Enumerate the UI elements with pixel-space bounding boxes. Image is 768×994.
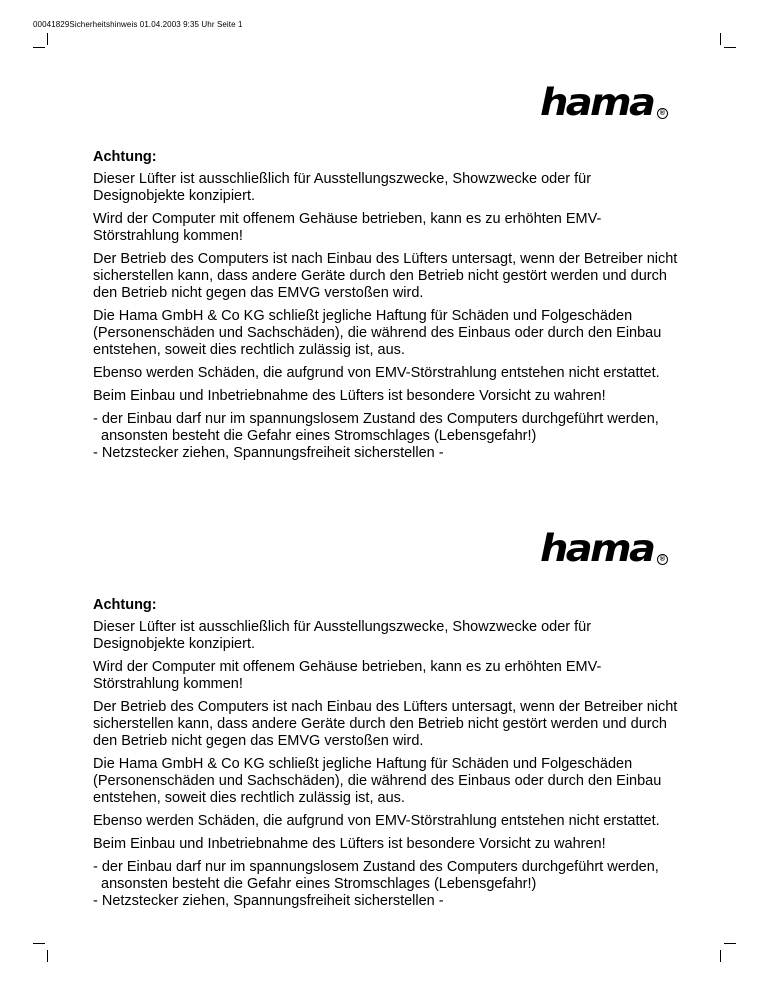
instruction-line: - der Einbau darf nur im spannungslosem Zustand des Computers durchgeführt werden, xyxy=(93,859,659,875)
print-slug: 00041829Sicherheitshinweis 01.04.2003 9:35 Uhr Seite 1 xyxy=(33,20,243,29)
notice-paragraph: Der Betrieb des Computers ist nach Einbau des Lüfters untersagt, wenn der Betreiber nicht sicherstellen kann, dass andere Geräte durch den Betrieb nicht gestört werden und durch den Betrieb nicht gegen das EMVG verstoßen wird. xyxy=(93,699,678,749)
notice-paragraph: Wird der Computer mit offenem Gehäuse betrieben, kann es zu erhöhten EMV-Störstrahlung kommen! xyxy=(93,659,602,692)
notice-paragraph: Dieser Lüfter ist ausschließlich für Ausstellungszwecke, Showzwecke oder für Designobjekte konzipiert. xyxy=(93,171,592,204)
crop-mark-bottom-right-h xyxy=(724,943,736,944)
notice-heading: Achtung: xyxy=(93,149,157,165)
safety-notice xyxy=(93,149,683,462)
crop-mark-top-left-h xyxy=(33,47,45,48)
notice-paragraph: Ebenso werden Schäden, die aufgrund von EMV-Störstrahlung entstehen nicht erstattet. xyxy=(93,813,660,829)
safety-notice xyxy=(93,597,683,910)
notice-instructions xyxy=(93,411,683,462)
crop-mark-top-right-v xyxy=(720,33,721,45)
hama-logo xyxy=(540,81,668,124)
instruction-line: - Netzstecker ziehen, Spannungsfreiheit sicherstellen - xyxy=(93,445,444,461)
instruction-line: ansonsten besteht die Gefahr eines Stromschlages (Lebensgefahr!) xyxy=(93,876,537,892)
notice-instructions xyxy=(93,859,683,910)
hama-logo-wordmark: hama xyxy=(540,527,654,570)
notice-paragraph: Wird der Computer mit offenem Gehäuse betrieben, kann es zu erhöhten EMV-Störstrahlung kommen! xyxy=(93,211,602,244)
crop-mark-bottom-right-v xyxy=(720,950,721,962)
notice-paragraph: Ebenso werden Schäden, die aufgrund von EMV-Störstrahlung entstehen nicht erstattet. xyxy=(93,365,660,381)
crop-mark-top-right-h xyxy=(724,47,736,48)
notice-paragraph: Die Hama GmbH & Co KG schließt jegliche Haftung für Schäden und Folgeschäden (Personenschäden und Sachschäden), die während des Einbaus oder durch den Einbau entstehen, soweit dies rechtlich zulässig ist, aus. xyxy=(93,756,662,806)
hama-logo xyxy=(540,527,668,570)
notice-paragraph: Beim Einbau und Inbetriebnahme des Lüfters ist besondere Vorsicht zu wahren! xyxy=(93,836,606,852)
notice-heading: Achtung: xyxy=(93,597,157,613)
crop-mark-top-left-v xyxy=(47,33,48,45)
notice-paragraph: Der Betrieb des Computers ist nach Einbau des Lüfters untersagt, wenn der Betreiber nicht sicherstellen kann, dass andere Geräte durch den Betrieb nicht gestört werden und durch den Betrieb nicht gegen das EMVG verstoßen wird. xyxy=(93,251,678,301)
registered-mark: ® xyxy=(657,108,668,119)
notice-paragraph: Dieser Lüfter ist ausschließlich für Ausstellungszwecke, Showzwecke oder für Designobjekte konzipiert. xyxy=(93,619,592,652)
hama-logo-wordmark: hama xyxy=(540,81,654,124)
instruction-line: - Netzstecker ziehen, Spannungsfreiheit sicherstellen - xyxy=(93,893,444,909)
instruction-line: - der Einbau darf nur im spannungslosem Zustand des Computers durchgeführt werden, xyxy=(93,411,659,427)
registered-mark: ® xyxy=(657,554,668,565)
crop-mark-bottom-left-v xyxy=(47,950,48,962)
notice-paragraph: Beim Einbau und Inbetriebnahme des Lüfters ist besondere Vorsicht zu wahren! xyxy=(93,388,606,404)
notice-paragraph: Die Hama GmbH & Co KG schließt jegliche Haftung für Schäden und Folgeschäden (Personenschäden und Sachschäden), die während des Einbaus oder durch den Einbau entstehen, soweit dies rechtlich zulässig ist, aus. xyxy=(93,308,662,358)
crop-mark-bottom-left-h xyxy=(33,943,45,944)
instruction-line: ansonsten besteht die Gefahr eines Stromschlages (Lebensgefahr!) xyxy=(93,428,537,444)
